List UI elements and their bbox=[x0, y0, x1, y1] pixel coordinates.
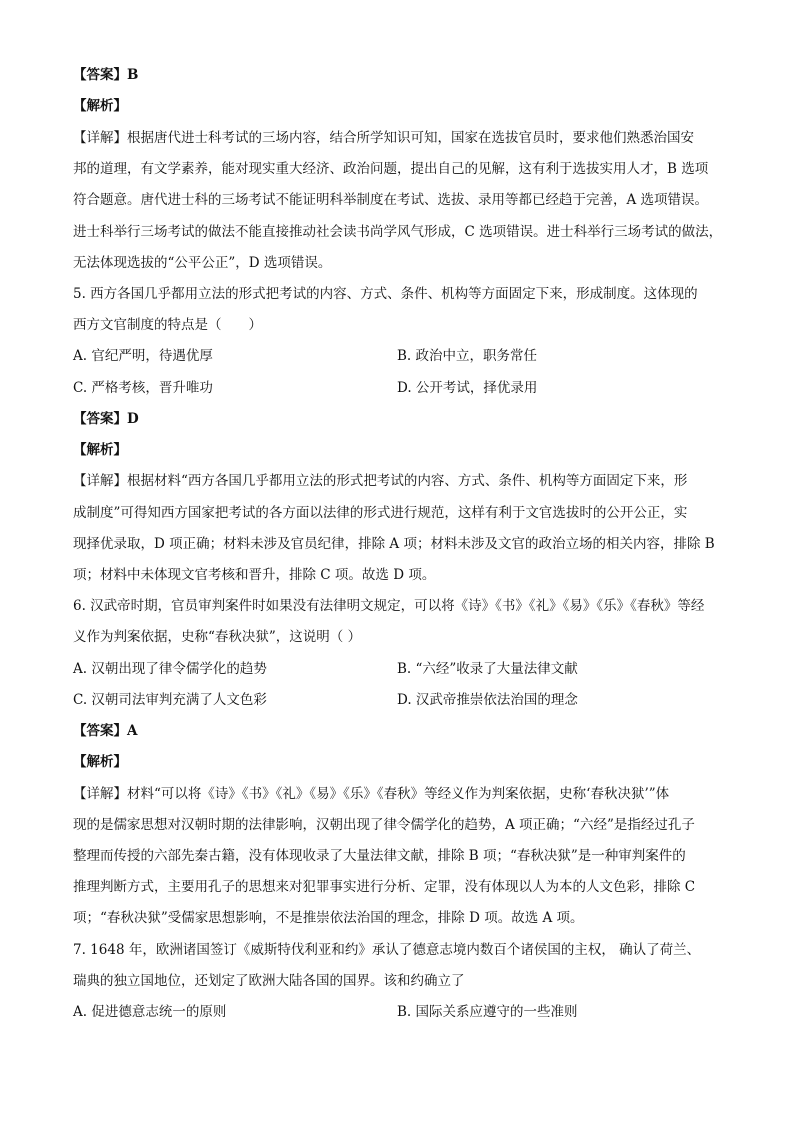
detail-line: 成制度”可得知西方国家把考试的各方面以法律的形式进行规范，这样有利于文官选拔时的公开公正，实 bbox=[73, 505, 688, 521]
question-6-option-d: D. 汉武帝推崇依法治国的理念 bbox=[397, 692, 578, 708]
detail-line: 现的是儒家思想对汉朝时期的法律影响，汉朝出现了律令儒学化的趋势，A 项正确；“六经”是指经过孔子 bbox=[73, 817, 695, 833]
question-7-option-b: B. 国际关系应遵守的一些准则 bbox=[397, 1004, 578, 1020]
answer-label: 【答案】D bbox=[73, 411, 139, 427]
question-6-stem: 6. 汉武帝时期，官员审判案件时如果没有法律明文规定，可以将《诗》《书》《礼》《易》《乐》《春秋》等经 bbox=[73, 598, 705, 614]
detail-line: 【详解】根据材料“西方各国几乎都用立法的形式把考试的内容、方式、条件、机构等方面固定下来，形 bbox=[73, 473, 688, 489]
question-7-option-a: A. 促进德意志统一的原则 bbox=[73, 1004, 227, 1020]
detail-line: 现择优录取，D 项正确；材料未涉及官员纪律，排除 A 项；材料未涉及文官的政治立场的相关内容，排除 B bbox=[73, 536, 715, 552]
question-5-option-a: A. 官纪严明，待遇优厚 bbox=[73, 348, 213, 364]
detail-line: 无法体现选拔的“公平公正”，D 选项错误。 bbox=[73, 255, 332, 271]
question-5-option-d: D. 公开考试，择优录用 bbox=[397, 380, 538, 396]
question-6-stem: 义作为判案依据，史称“春秋决狱”，这说明（ ） bbox=[73, 629, 362, 645]
detail-line: 【详解】根据唐代进士科考试的三场内容，结合所学知识可知，国家在选拔官员时，要求他们熟悉治国安 bbox=[73, 130, 694, 146]
detail-line: 项；“春秋决狱”受儒家思想影响，不是推崇依法治国的理念，排除 D 项。故选 A 项。 bbox=[73, 910, 584, 926]
question-6-option-c: C. 汉朝司法审判充满了人文色彩 bbox=[73, 692, 267, 708]
question-7-stem: 瑞典的独立国地位，还划定了欧洲大陆各国的国界。该和约确立了 bbox=[73, 973, 465, 989]
detail-line: 进士科举行三场考试的做法不能直接推动社会读书尚学风气形成，C 选项错误。进士科举行三场考试的做法， bbox=[73, 224, 723, 240]
question-7-stem: 7. 1648 年，欧洲诸国签订《威斯特伐利亚和约》承认了德意志境内数百个诸侯国的主权， 确认了荷兰、 bbox=[73, 942, 701, 958]
detail-line: 邦的道理，有文学素养，能对现实重大经济、政治问题，提出自己的见解，这有利于选拔实用人才，B 选项 bbox=[73, 161, 709, 177]
question-5-option-b: B. 政治中立，职务常任 bbox=[397, 348, 538, 364]
detail-line: 整理而传授的六部先秦古籍，没有体现收录了大量法律文献，排除 B 项；“春秋决狱”是一种审判案件的 bbox=[73, 848, 686, 864]
detail-line: 【详解】材料“可以将《诗》《书》《礼》《易》《乐》《春秋》等经义作为判案依据，史称‘春秋决狱’”体 bbox=[73, 786, 670, 802]
question-5-option-c: C. 严格考核，晋升唯功 bbox=[73, 380, 213, 396]
answer-label: 【答案】A bbox=[73, 723, 138, 739]
question-5-stem: 5. 西方各国几乎都用立法的形式把考试的内容、方式、条件、机构等方面固定下来，形成制度。这体现的 bbox=[73, 286, 698, 302]
analysis-label: 【解析】 bbox=[73, 754, 127, 770]
analysis-label: 【解析】 bbox=[73, 442, 127, 458]
answer-label: 【答案】B bbox=[73, 67, 139, 83]
detail-line: 推理判断方式，主要用孔子的思想来对犯罪事实进行分析、定罪，没有体现以人为本的人文色彩，排除 C bbox=[73, 879, 696, 895]
question-6-option-b: B. “六经”收录了大量法律文献 bbox=[397, 661, 578, 677]
detail-line: 项；材料中未体现文官考核和晋升，排除 C 项。故选 D 项。 bbox=[73, 567, 436, 583]
detail-line: 符合题意。唐代进士科的三场考试不能证明科举制度在考试、选拔、录用等都已经趋于完善，A 选项错误。 bbox=[73, 192, 709, 208]
question-5-stem: 西方文官制度的特点是（ ） bbox=[73, 317, 262, 333]
question-6-option-a: A. 汉朝出现了律令儒学化的趋势 bbox=[73, 661, 267, 677]
analysis-label: 【解析】 bbox=[73, 98, 127, 114]
